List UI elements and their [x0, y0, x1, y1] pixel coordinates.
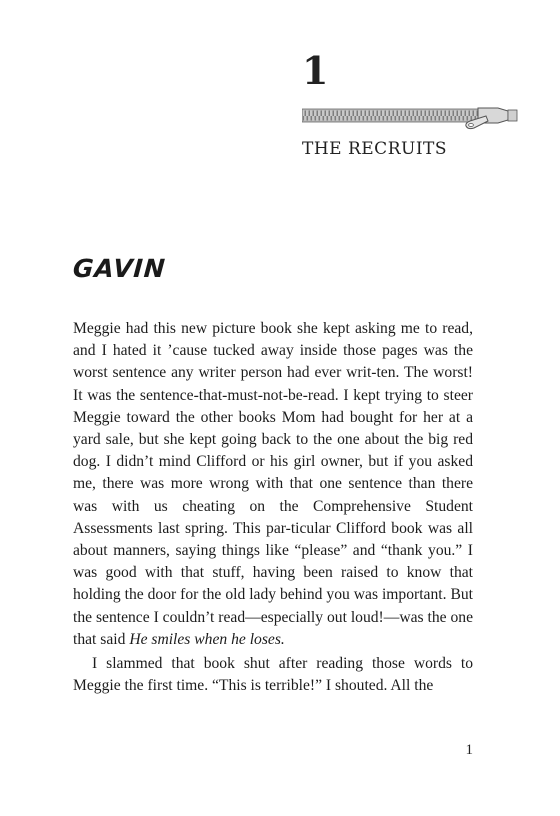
body-text — [73, 318, 473, 697]
paragraph-2: I slammed that book shut after reading those words to Meggie the first time. “This is terrible!” I shouted. All the — [73, 655, 473, 695]
chapter-number: 1 — [302, 48, 329, 93]
paragraph-1 — [73, 318, 473, 651]
paragraph-1-italic: He smiles when he loses. — [129, 630, 285, 648]
paragraph-1-text: Meggie had this new picture book she kept asking me to read, and I hated it ’cause tucked away inside those pages was the worst sentence any writer person had ever writ-ten. The worst! It was the sentence-that-must-not-be-read. I kept trying to steer Meggie toward the other books Mom had bought for her at a yard sale, but she kept going back to the one about the big red dog. I didn’t mind Clifford or his girl owner, but if you asked me, there was more wrong with that one sentence than there was with us cheating on the Comprehensive Student Assessments last spring. This par-ticular Clifford book was all about manners, saying things like “please” and “thank you.” I was good with that stuff, having been raised to know that holding the door for the old lady behind you was important. But the sentence I couldn’t read—especially out loud!—was the one that said — [73, 320, 473, 648]
chapter-title: THE RECRUITS — [302, 139, 448, 159]
pov-character-name: GAVIN — [71, 254, 167, 283]
page-number: 1 — [465, 742, 473, 758]
zipper-icon — [302, 104, 518, 130]
